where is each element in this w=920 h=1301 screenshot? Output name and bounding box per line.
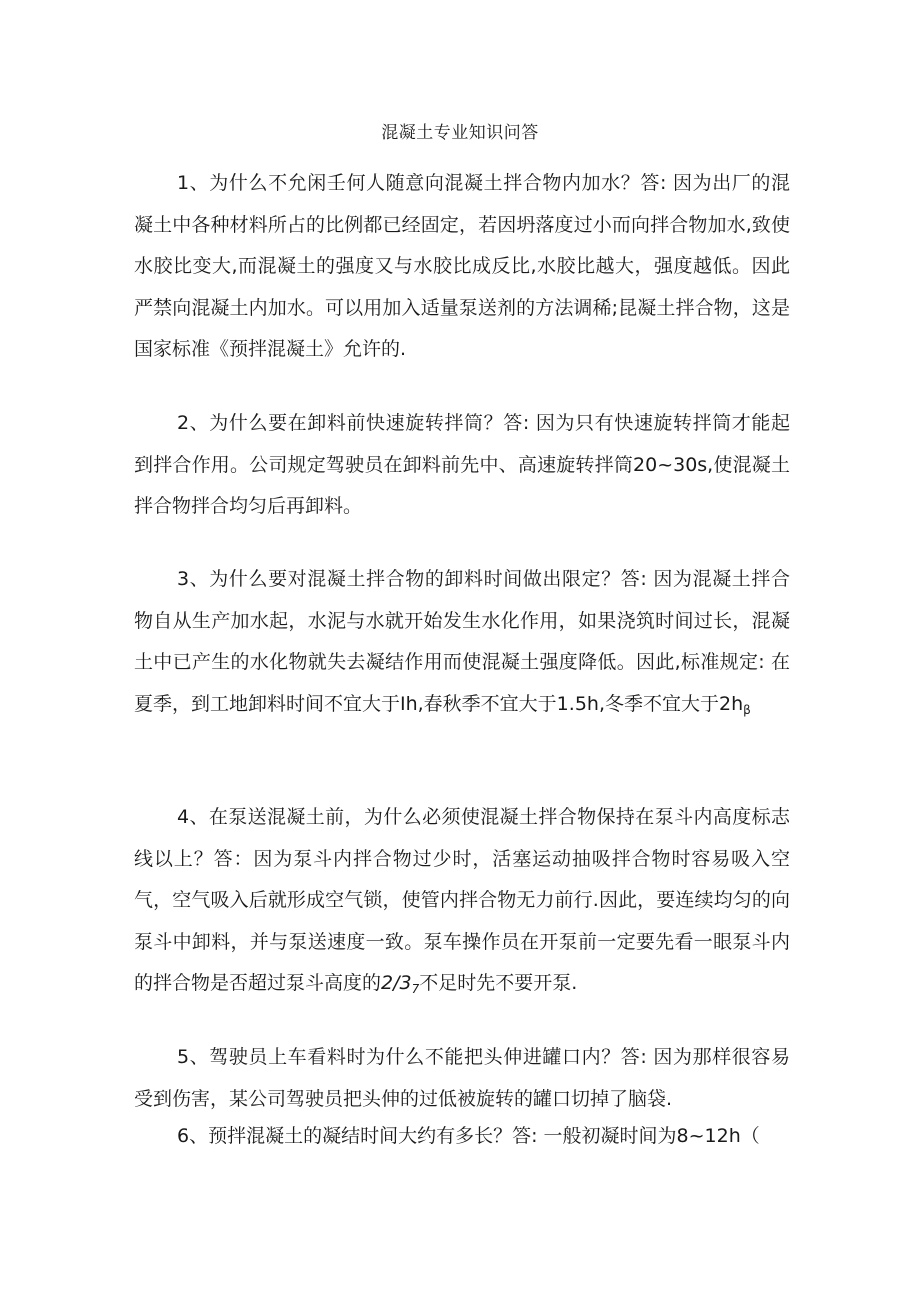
paragraph-6-text: 6、预拌混凝土的凝结时间大约有多长？答: 一般初凝时间为8~12h（ [177,1125,760,1147]
paragraph-3-text: 3、为什么要对混凝土拌合物的卸料时间做出限定？答: 因为混凝土拌合物自从生产加水起，水泥与水就开始发生水化作用，如果浇筑时间过长，混凝土中已产生的水化物就失去凝结作用而使混凝土强度降低。因此,标准规定: 在夏季，到工地卸料时间不宜大于Ih,春秋季不宜大于1.5h,冬季不宜大于2h [134,568,790,715]
paragraph-4-tail: 不足时先不要开泵. [419,972,578,994]
document-title: 混凝土专业知识问答 [381,123,539,143]
paragraph-3-subscript: β [743,702,751,717]
paragraph-4-text: 4、在泵送混凝土前，为什么必须使混凝土拌合物保持在泵斗内高度标志线以上？答：因为泵斗内拌合物过少时，活塞运动抽吸拌合物时容易吸入空气，空气吸入后就形成空气锁，使管内拌合物无力前行.因此，要连续均匀的向泵斗中卸料，并与泵送速度一致。泵车操作员在开泵前一定要先看一眼泵斗内的拌合物是否超过泵斗高度的 [134,806,790,994]
paragraph-2 [134,403,790,528]
paragraph-5-text: 5、驾驶员上车看料时为什么不能把头伸进罐口内？答: 因为那样很容易受到伤害，某公司驾驶员把头伸的过低被旋转的罐口切掉了脑袋. [134,1046,790,1110]
paragraph-5 [134,1037,790,1120]
paragraph-3 [134,559,790,731]
paragraph-1-text: 1、为什么不允闲壬何人随意向混凝土拌合物内加水？答: 因为出厂的混凝土中各种材料所占的比例都已经固定，若因坍落度过小而向拌合物加水,致使水胶比变大,而混凝土的强度又与水胶比成反比,水胶比越大，强度越低。因此严禁向混凝土内加水。可以用加入适量泵送剂的方法调稀;昆凝土拌合物，这是国家标准《预拌混凝土》允许的. [134,172,790,360]
paragraph-4-fraction: 2/3 [381,972,412,994]
paragraph-1 [134,163,790,371]
paragraph-2-text: 2、为什么要在卸料前快速旋转拌筒？答: 因为只有快速旋转拌筒才能起到拌合作用。公司规定驾驶员在卸料前先中、高速旋转拌筒20~30s,使混凝土拌合物拌合均匀后再卸料。 [134,412,790,517]
paragraph-4-fraction-subscript: 7 [411,982,420,996]
paragraph-4 [134,797,790,1011]
paragraph-6 [134,1116,790,1158]
